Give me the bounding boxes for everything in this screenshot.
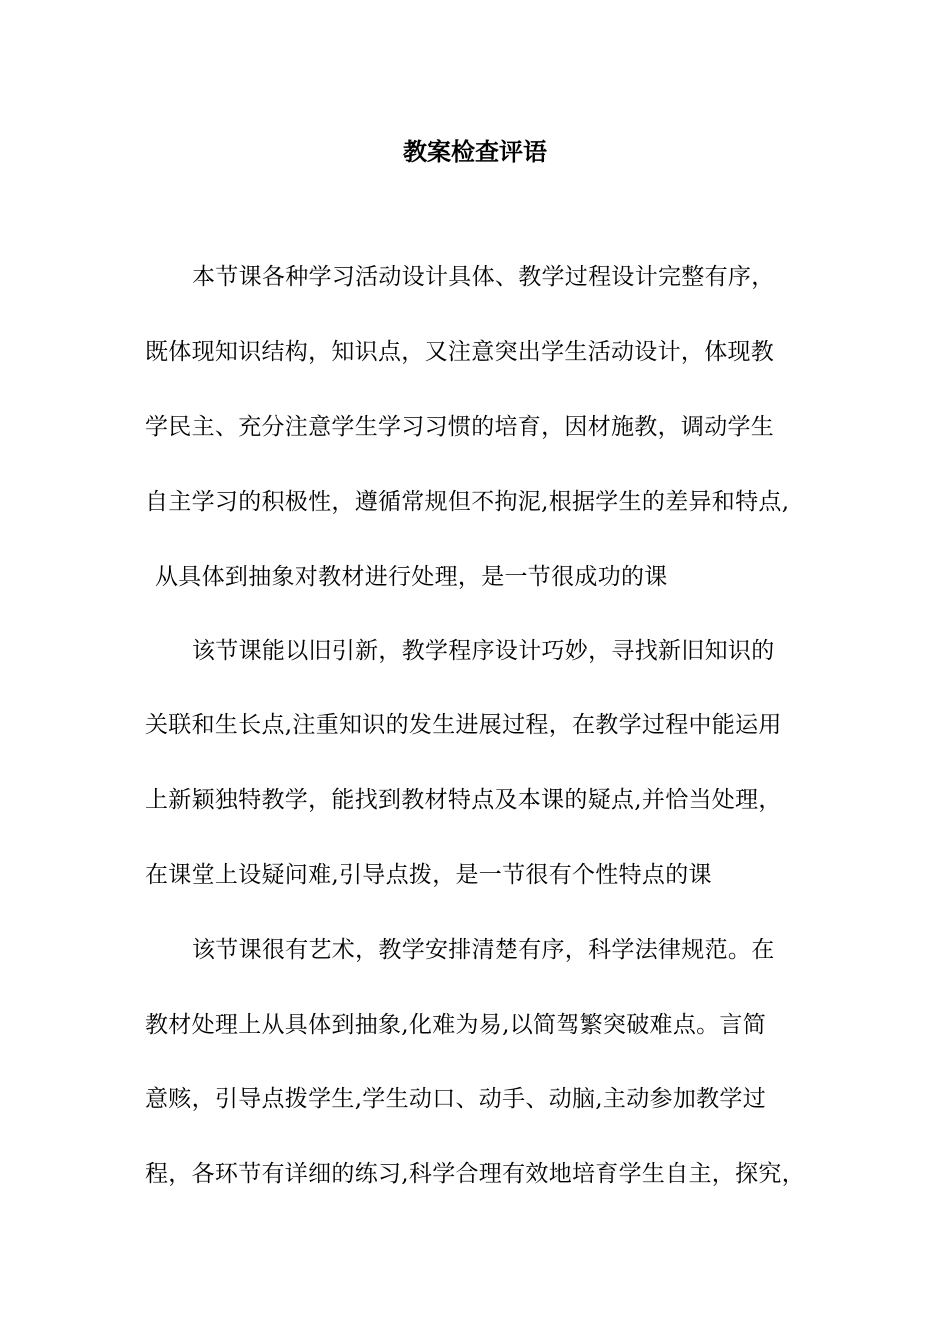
- document-title: 教案检查评语: [403, 137, 547, 166]
- paragraph-1-line-4: 自主学习的积极性，遵循常规但不拘泥,根据学生的差异和特点,: [145, 489, 790, 515]
- paragraph-3-line-3: 意赅，引导点拨学生,学生动口、动手、动脑,主动参加教学过: [145, 1086, 767, 1112]
- paragraph-3-line-1: 该节课很有艺术，教学安排清楚有序，科学法律规范。在: [192, 937, 775, 963]
- paragraph-2-line-1: 该节课能以旧引新，教学程序设计巧妙，寻找新旧知识的: [192, 638, 775, 664]
- paragraph-3-line-4: 程，各环节有详细的练习,科学合理有效地培育学生自主，探究，: [145, 1161, 806, 1187]
- paragraph-1-line-2: 既体现知识结构，知识点，又注意突出学生活动设计，体现教: [145, 339, 775, 365]
- paragraph-2-line-2: 关联和生长点,注重知识的发生进展过程，在教学过程中能运用: [145, 712, 782, 738]
- paragraph-2-line-4: 在课堂上设疑问难,引导点拨，是一节很有个性特点的课: [145, 862, 712, 888]
- paragraph-1-line-5: 从具体到抽象对教材进行处理，是一节很成功的课: [155, 564, 668, 590]
- paragraph-1-line-1: 本节课各种学习活动设计具体、教学过程设计完整有序，: [192, 264, 775, 290]
- paragraph-2-line-3: 上新颖独特教学，能找到教材特点及本课的疑点,并恰当处理，: [145, 787, 782, 813]
- paragraph-3-line-2: 教材处理上从具体到抽象,化难为易,以简驾繁突破难点。言简: [145, 1012, 767, 1038]
- paragraph-1-line-3: 学民主、充分注意学生学习习惯的培育，因材施教，调动学生: [145, 414, 775, 440]
